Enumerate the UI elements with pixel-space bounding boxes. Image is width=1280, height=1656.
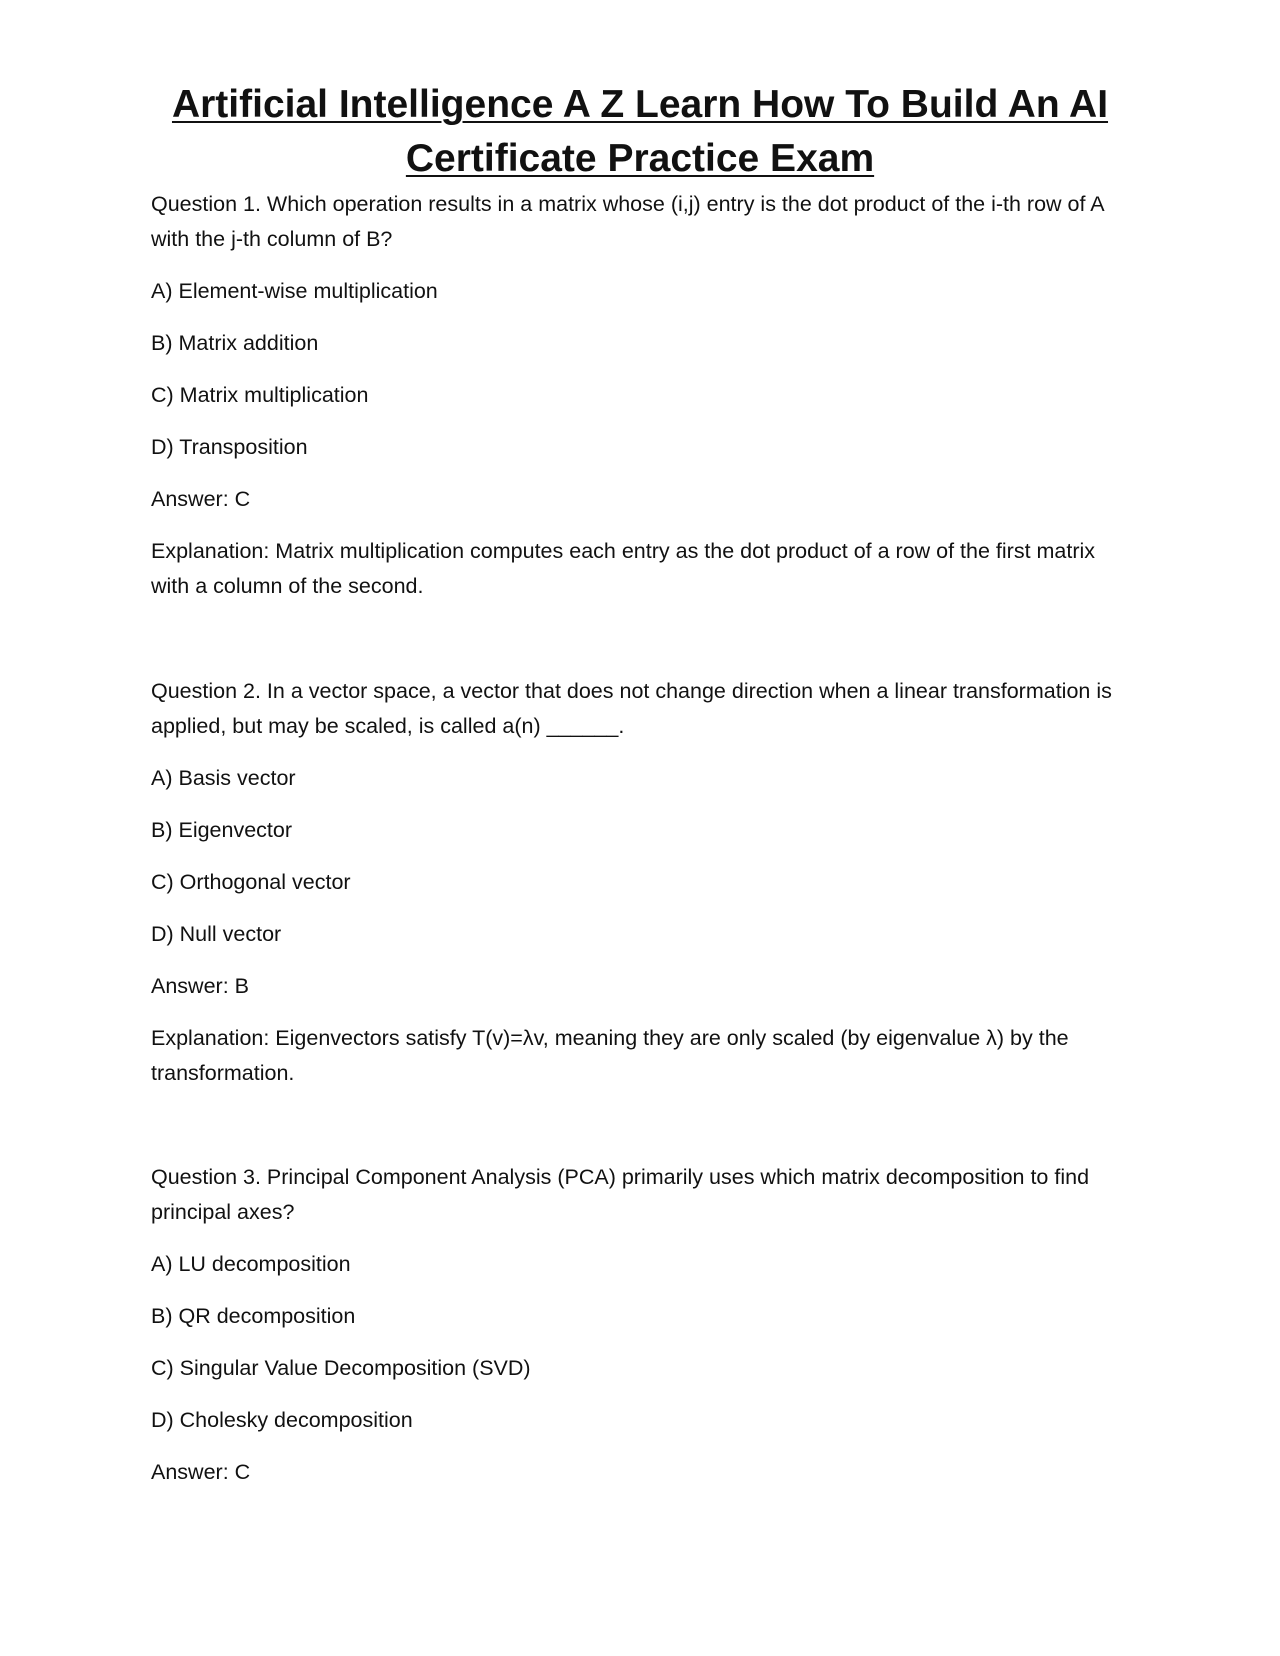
question-1-text: Question 1. Which operation results in a matrix whose (i,j) entry is the dot product of the i-th row of A with the j-th column of B? [151,192,1104,251]
question-3-option-a: A) LU decomposition [151,1252,351,1276]
question-2-text: Question 2. In a vector space, a vector that does not change direction when a linear transformation is applied, but may be scaled, is called a(n) ______. [151,679,1112,738]
question-1-option-d: D) Transposition [151,435,308,459]
question-2-option-d: D) Null vector [151,922,282,946]
question-1-option-a: A) Element-wise multiplication [151,279,438,303]
title-line-1: Artificial Intelligence A Z Learn How To Build An AI [171,83,1109,126]
question-1-explanation: Explanation: Matrix multiplication computes each entry as the dot product of a row of the first matrix with a column of the second. [151,539,1096,598]
question-2-option-c: C) Orthogonal vector [151,870,351,894]
title-line-2: Certificate Practice Exam [405,137,875,180]
question-2-option-b: B) Eigenvector [151,818,293,842]
question-3-answer: Answer: C [151,1460,251,1484]
question-3-option-d: D) Cholesky decomposition [151,1408,413,1432]
question-1-option-c: C) Matrix multiplication [151,383,369,407]
question-1-answer: Answer: C [151,487,251,511]
question-2-option-a: A) Basis vector [151,766,296,790]
question-3-text: Question 3. Principal Component Analysis (PCA) primarily uses which matrix decomposition to find principal axes? [151,1165,1090,1224]
question-3-option-c: C) Singular Value Decomposition (SVD) [151,1356,531,1380]
page-title [130,78,1150,186]
question-1-option-b: B) Matrix addition [151,331,319,355]
question-2-answer: Answer: B [151,974,249,998]
question-2-explanation: Explanation: Eigenvectors satisfy T(v)=λv, meaning they are only scaled (by eigenvalue λ) by the transformation. [151,1026,1069,1085]
question-3-option-b: B) QR decomposition [151,1304,356,1328]
